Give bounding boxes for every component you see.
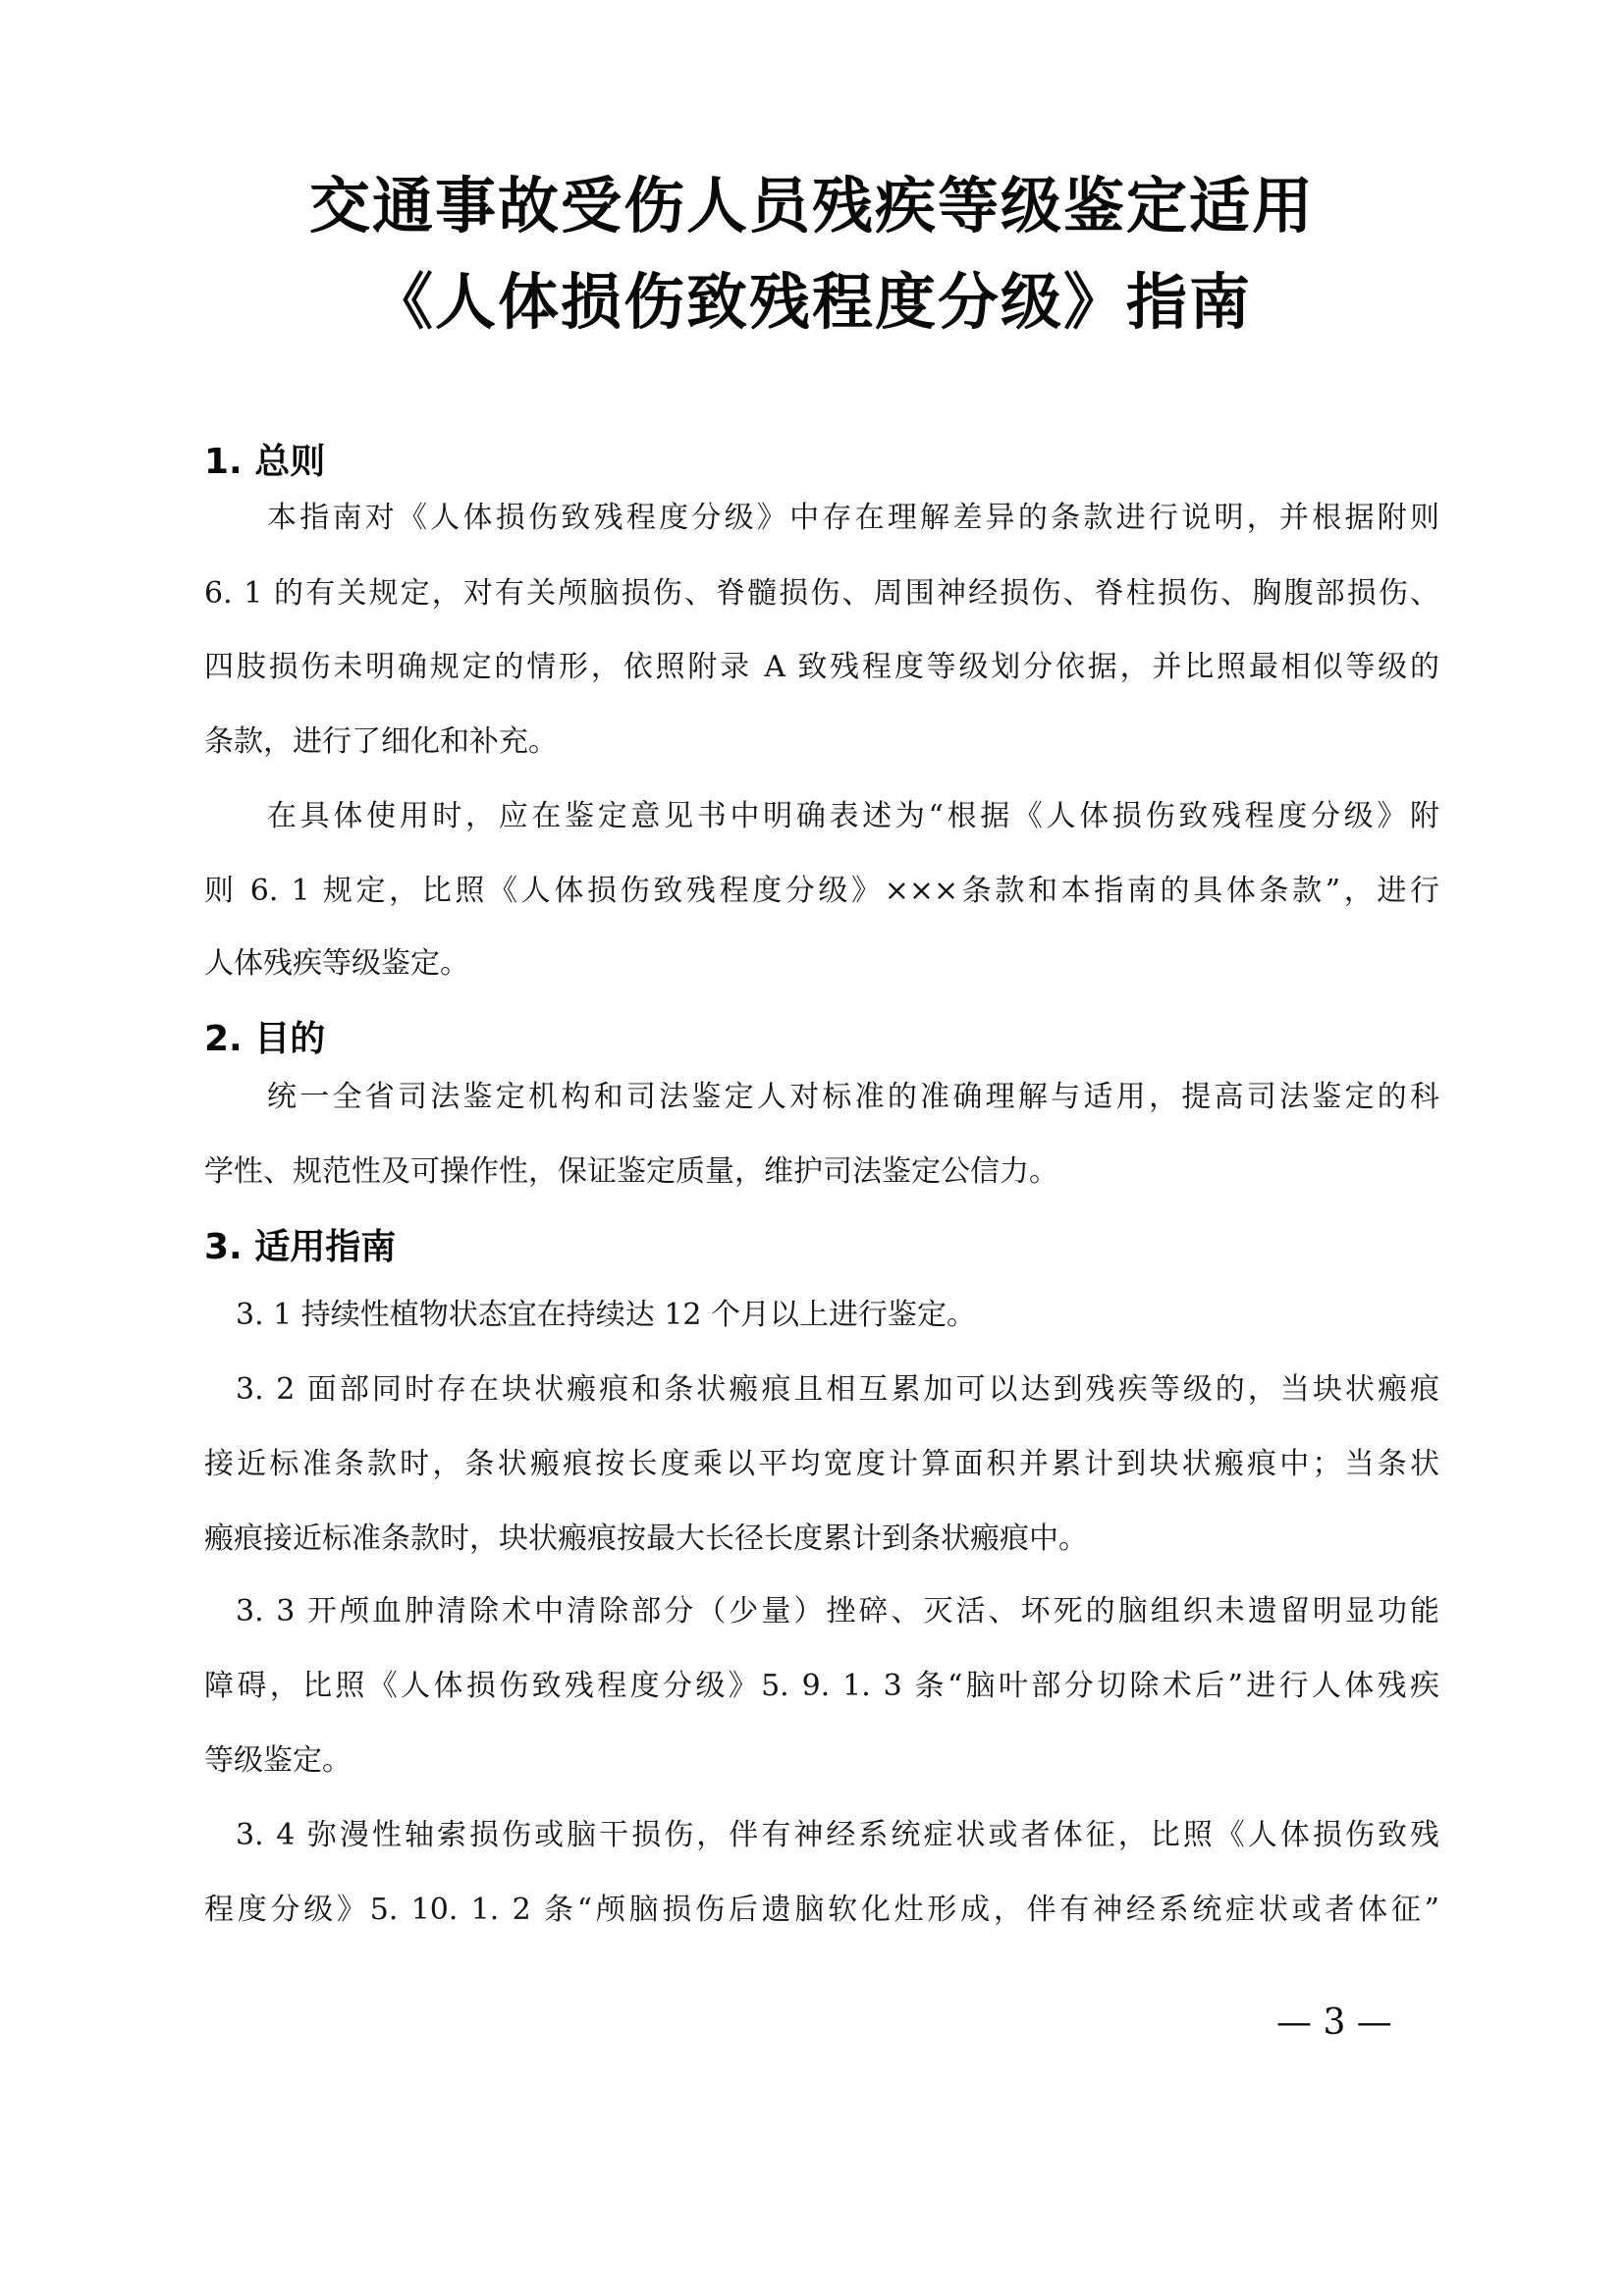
paragraph-line: 等级鉴定。 <box>204 1743 352 1778</box>
paragraph-line: 学性、规范性及可操作性，保证鉴定质量，维护司法鉴定公信力。 <box>204 1154 1058 1189</box>
paragraph-line: 程度分级》5. 10. 1. 2 条“颅脑损伤后遗脑软化灶形成，伴有神经系统症状或者体征” <box>204 1893 1439 1927</box>
clause-3-1: 3. 1 持续性植物状态宜在持续达 12 个月以上进行鉴定。 <box>236 1298 977 1332</box>
clause-3-4: 3. 4 弥漫性轴索损伤或脑干损伤，伴有神经系统症状或者体征，比照《人体损伤致残 <box>236 1818 1439 1852</box>
paragraph-line: 四肢损伤未明确规定的情形，依照附录 A 致残程度等级划分依据，并比照最相似等级的 <box>204 650 1439 684</box>
section-heading-general: 1. 总则 <box>204 442 326 482</box>
document-title-line-2: 《人体损伤致残程度分级》指南 <box>371 266 1252 338</box>
paragraph-line: 统一全省司法鉴定机构和司法鉴定人对标准的准确理解与适用，提高司法鉴定的科 <box>267 1080 1439 1114</box>
clause-3-3: 3. 3 开颅血肿清除术中清除部分（少量）挫碎、灭活、坏死的脑组织未遗留明显功能 <box>236 1594 1439 1629</box>
paragraph-line: 瘢痕接近标准条款时，块状瘢痕按最大长径长度累计到条状瘢痕中。 <box>204 1522 1088 1556</box>
paragraph-line: 障碍，比照《人体损伤致残程度分级》5. 9. 1. 3 条“脑叶部分切除术后”进行人体残疾 <box>204 1669 1439 1703</box>
document-title-line-1: 交通事故受伤人员残疾等级鉴定适用 <box>308 170 1315 241</box>
section-heading-guidelines: 3. 适用指南 <box>204 1227 397 1267</box>
paragraph-line: 6. 1 的有关规定，对有关颅脑损伤、脊髓损伤、周围神经损伤、脊柱损伤、胸腹部损伤、 <box>204 576 1439 611</box>
page-number: — 3 — <box>1276 2002 1392 2043</box>
paragraph-line: 则 6. 1 规定，比照《人体损伤致残程度分级》×××条款和本指南的具体条款”，进行 <box>204 874 1439 908</box>
paragraph-line: 本指南对《人体损伤致残程度分级》中存在理解差异的条款进行说明，并根据附则 <box>267 501 1439 535</box>
section-heading-purpose: 2. 目的 <box>204 1019 326 1059</box>
paragraph-line: 在具体使用时，应在鉴定意见书中明确表述为“根据《人体损伤致残程度分级》附 <box>267 799 1439 833</box>
clause-3-2: 3. 2 面部同时存在块状瘢痕和条状瘢痕且相互累加可以达到残疾等级的，当块状瘢痕 <box>236 1372 1439 1407</box>
paragraph-line: 条款，进行了细化和补充。 <box>204 724 558 759</box>
paragraph-line: 人体残疾等级鉴定。 <box>204 946 469 981</box>
paragraph-line: 接近标准条款时，条状瘢痕按长度乘以平均宽度计算面积并累计到块状瘢痕中；当条状 <box>204 1447 1439 1481</box>
